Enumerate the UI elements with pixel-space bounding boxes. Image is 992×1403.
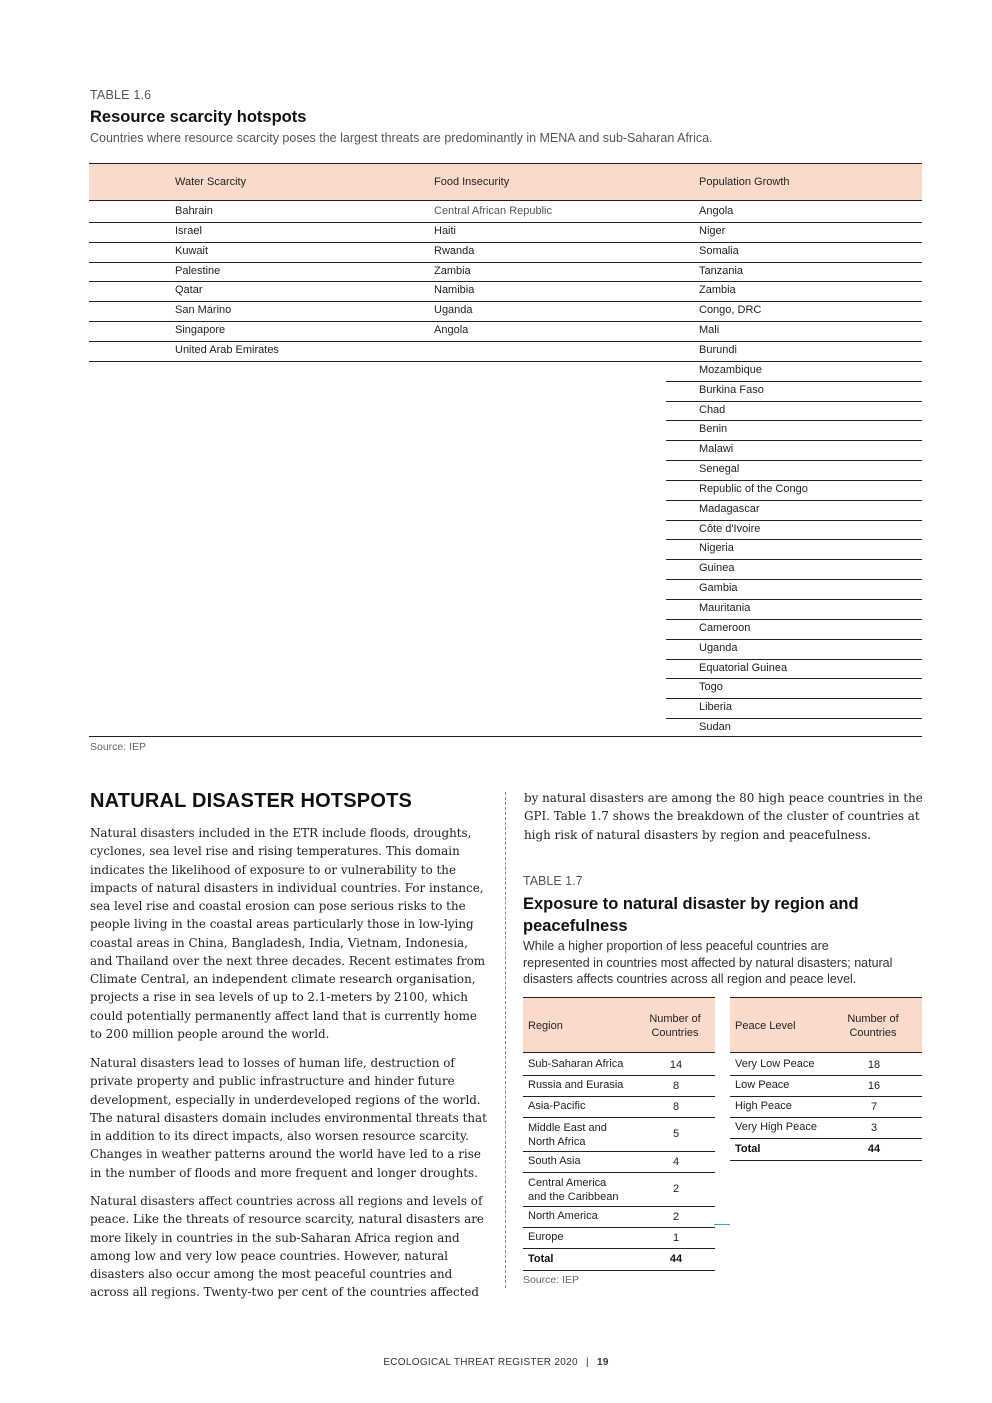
page-number: 19: [596, 1357, 609, 1368]
region-row-name: North America: [528, 1210, 598, 1222]
region-row-count: 2: [672, 1210, 680, 1223]
region-row-count: 14: [669, 1058, 683, 1071]
section-title: NATURAL DISASTER HOTSPOTS: [90, 790, 413, 812]
header-region-count-1: Number of: [649, 1013, 701, 1025]
text-line: peace. Like the threats of resource scarcity, natural disasters are: [90, 1212, 484, 1227]
food-insecurity-cell: Zambia: [434, 264, 471, 277]
population-growth-cell: Burkina Faso: [699, 383, 764, 396]
text-line: peacefulness: [523, 917, 628, 935]
text-line: represented in countries most affected by natural disasters; natural: [523, 955, 893, 970]
text-line: across all regions. Twenty-two per cent of the countries affected: [90, 1285, 480, 1300]
population-growth-cell: Togo: [699, 681, 723, 694]
peace-row-count: 16: [867, 1079, 881, 1092]
peace-row-count: 18: [867, 1058, 881, 1071]
text-line: Natural disasters affect countries across all regions and levels of: [90, 1194, 483, 1208]
population-growth-cell: Burundi: [699, 343, 737, 356]
population-growth-cell: Madagascar: [699, 502, 760, 515]
row-rule: [666, 559, 922, 560]
row-rule: [666, 678, 922, 679]
text-line: disasters also occur among the most peaceful countries and: [90, 1267, 453, 1281]
row-rule: [89, 242, 922, 243]
row-rule: [730, 1138, 922, 1139]
header-peace-count-2: Countries: [849, 1027, 897, 1039]
peace-total-label: Total: [735, 1143, 761, 1155]
table-1-7-title: [523, 893, 859, 937]
header-water-scarcity: Water Scarcity: [175, 176, 247, 188]
header-region: Region: [528, 1020, 563, 1032]
peace-table-header: [730, 997, 922, 1053]
peace-row-name: High Peace: [735, 1100, 792, 1112]
text-line: cyclones, sea level rise and rising temperatures. This domain: [90, 844, 460, 859]
row-rule: [523, 1075, 715, 1076]
population-growth-cell: Zambia: [699, 284, 736, 297]
region-table-header: [523, 997, 715, 1053]
footer-separator: |: [585, 1357, 589, 1368]
water-scarcity-cell: San Marino: [175, 304, 232, 317]
row-rule: [666, 718, 922, 719]
row-rule: [666, 639, 922, 640]
water-scarcity-cell: United Arab Emirates: [175, 343, 279, 356]
table-1-7-label: TABLE 1.7: [523, 874, 583, 888]
text-line: Natural disasters lead to losses of human life, destruction of: [90, 1056, 455, 1070]
water-scarcity-cell: Singapore: [175, 324, 226, 337]
water-scarcity-cell: Bahrain: [175, 205, 213, 217]
population-growth-cell: Chad: [699, 403, 726, 416]
header-peace-level: Peace Level: [735, 1020, 796, 1032]
text-line: The natural disasters domain includes environmental threats that: [90, 1110, 487, 1125]
population-growth-cell: Mauritania: [699, 602, 751, 614]
text-line: GPI. Table 1.7 shows the breakdown of the cluster of countries at: [524, 809, 920, 824]
text-line: Changes in weather patterns around the world have led to a rise: [90, 1147, 481, 1162]
table-1-6-bottom-rule: [89, 736, 922, 737]
population-growth-cell: Equatorial Guinea: [699, 661, 788, 674]
row-rule: [89, 361, 922, 362]
population-growth-cell: Malawi: [699, 443, 734, 456]
row-rule: [666, 539, 922, 540]
row-rule: [89, 281, 922, 282]
row-rule: [523, 1206, 715, 1207]
row-rule: [89, 341, 922, 342]
decorative-mark: [714, 1224, 730, 1225]
row-rule: [523, 1096, 715, 1097]
table-1-6-header-row: [89, 164, 922, 201]
row-rule: [666, 698, 922, 699]
row-rule: [666, 480, 922, 481]
table-1-6-title: Resource scarcity hotspots: [90, 108, 307, 126]
population-growth-cell: Mozambique: [699, 363, 762, 376]
food-insecurity-cell: Central African Republic: [434, 205, 553, 217]
region-row-count: 4: [672, 1155, 680, 1168]
population-growth-cell: Gambia: [699, 582, 738, 595]
row-rule: [666, 520, 922, 521]
footer-title: ECOLOGICAL THREAT REGISTER 2020: [383, 1357, 578, 1368]
row-rule: [666, 619, 922, 620]
population-growth-cell: Congo, DRC: [699, 304, 762, 317]
text-line: among low and very low peace countries. However, natural: [90, 1248, 448, 1263]
population-growth-cell: Côte d'Ivoire: [699, 522, 761, 535]
text-line: more likely in countries in the sub-Saharan Africa region and: [90, 1230, 460, 1245]
text-line: Climate Central, an independent climate research organisation,: [90, 972, 476, 986]
water-scarcity-cell: Qatar: [175, 284, 203, 297]
food-insecurity-cell: Angola: [434, 324, 469, 337]
table-1-7-subtitle: [523, 938, 892, 988]
population-growth-cell: Guinea: [699, 562, 735, 575]
row-rule: [523, 1172, 715, 1173]
population-growth-cell: Mali: [699, 324, 720, 337]
total-rule: [730, 1160, 922, 1161]
food-insecurity-cell: Namibia: [434, 284, 475, 297]
text-line: projects a rise in sea levels of up to 2.1-meters by 2100, which: [90, 990, 468, 1005]
peace-total-value: 44: [867, 1143, 881, 1155]
region-row-name: Europe: [528, 1231, 564, 1243]
peace-row-name: Very Low Peace: [735, 1058, 815, 1070]
text-line: sea level rise and coastal erosion can pose serious risks to the: [90, 899, 466, 913]
water-scarcity-cell: Kuwait: [175, 244, 209, 257]
row-rule: [666, 500, 922, 501]
population-growth-cell: Uganda: [699, 641, 738, 654]
row-rule: [730, 1096, 922, 1097]
row-rule: [666, 579, 922, 580]
paragraph-1: [90, 824, 490, 1043]
text-line: to 200 million people around the world.: [90, 1026, 330, 1041]
population-growth-cell: Liberia: [699, 701, 733, 714]
region-row-name: South Asia: [528, 1155, 581, 1167]
table-1-6-source: Source: IEP: [90, 741, 147, 753]
region-row-count: 8: [672, 1100, 680, 1113]
peace-row-count: 7: [870, 1100, 878, 1113]
region-total-value: 44: [669, 1253, 683, 1265]
peace-row-name: Very High Peace: [735, 1121, 817, 1133]
text-line: coastal areas in China, Bangladesh, India, Vietnam, Indonesia,: [90, 935, 468, 950]
page-footer: [0, 1357, 992, 1368]
row-rule: [730, 1117, 922, 1118]
row-rule: [523, 1151, 715, 1152]
text-line: While a higher proportion of less peaceful countries are: [523, 939, 829, 953]
region-row-name: Central America: [528, 1177, 607, 1189]
population-growth-cell: Somalia: [699, 244, 739, 257]
text-line: high risk of natural disasters by region and peacefulness.: [524, 827, 872, 842]
text-line: and Thailand over the next three decades. Recent estimates from: [90, 953, 486, 968]
peace-row-count: 3: [870, 1121, 878, 1134]
region-row-name: and the Caribbean: [528, 1191, 619, 1203]
region-row-name: Sub-Saharan Africa: [528, 1058, 624, 1070]
column-divider: [505, 792, 506, 1288]
row-rule: [89, 321, 922, 322]
water-scarcity-cell: Israel: [175, 224, 202, 237]
population-growth-cell: Benin: [699, 423, 728, 436]
region-row-count: 1: [672, 1231, 680, 1244]
row-rule: [666, 401, 922, 402]
text-line: indicates the likelihood of exposure to or vulnerability to the: [90, 862, 456, 877]
text-line: impacts of natural disasters in individual countries. For instance,: [90, 880, 484, 895]
food-insecurity-cell: Uganda: [434, 304, 473, 317]
header-peace-count-1: Number of: [847, 1013, 899, 1025]
row-rule: [666, 599, 922, 600]
row-rule: [89, 262, 922, 263]
text-line: in the number of floods and more frequent and longer droughts.: [90, 1165, 478, 1180]
region-row-count: 8: [672, 1079, 680, 1092]
paragraph-2: [90, 1054, 490, 1182]
row-rule: [730, 1075, 922, 1076]
region-row-count: 2: [672, 1183, 680, 1195]
region-row-name: Russia and Eurasia: [528, 1079, 624, 1091]
text-line: Exposure to natural disaster by region and: [523, 895, 859, 913]
header-food-insecurity: Food Insecurity: [434, 176, 510, 188]
row-rule: [523, 1248, 715, 1249]
row-rule: [666, 420, 922, 421]
table-1-7-source: Source: IEP: [523, 1274, 580, 1286]
row-rule: [666, 460, 922, 461]
row-rule: [666, 659, 922, 660]
header-region-count-2: Countries: [651, 1027, 699, 1039]
text-line: in addition to its direct impacts, also worsen resource scarcity.: [90, 1129, 469, 1143]
region-row-name: North Africa: [528, 1136, 586, 1148]
text-line: by natural disasters are among the 80 high peace countries in the: [524, 791, 923, 805]
population-growth-cell: Angola: [699, 205, 734, 217]
row-rule: [89, 222, 922, 223]
row-rule: [666, 381, 922, 382]
text-line: Natural disasters included in the ETR include floods, droughts,: [90, 826, 472, 840]
region-row-name: Asia-Pacific: [528, 1100, 586, 1112]
population-growth-cell: Tanzania: [699, 264, 744, 277]
peace-row-name: Low Peace: [735, 1079, 790, 1091]
population-growth-cell: Niger: [699, 224, 726, 237]
row-rule: [89, 301, 922, 302]
population-growth-cell: Cameroon: [699, 621, 751, 634]
table-1-6-subtitle: Countries where resource scarcity poses the largest threats are predominantly in MENA and sub-Saharan Africa.: [90, 131, 713, 145]
food-insecurity-cell: Haiti: [434, 224, 457, 237]
region-row-name: Middle East and: [528, 1122, 607, 1134]
paragraph-3: [90, 1192, 490, 1302]
text-line: development, especially in underdeveloped regions of the world.: [90, 1092, 481, 1107]
table-1-6-label: TABLE 1.6: [90, 88, 152, 102]
water-scarcity-cell: Palestine: [175, 264, 221, 277]
total-rule: [523, 1270, 715, 1271]
row-rule: [523, 1227, 715, 1228]
row-rule: [523, 1117, 715, 1118]
region-total-label: Total: [528, 1253, 554, 1265]
paragraph-4: [524, 789, 924, 844]
row-rule: [666, 440, 922, 441]
text-line: people living in the coastal areas particularly those in low-lying: [90, 917, 474, 932]
text-line: disasters affects countries across all region and peace level.: [523, 972, 857, 986]
population-growth-cell: Sudan: [699, 721, 731, 734]
header-population-growth: Population Growth: [699, 176, 790, 188]
food-insecurity-cell: Rwanda: [434, 244, 475, 257]
population-growth-cell: Nigeria: [699, 542, 734, 555]
population-growth-cell: Senegal: [699, 463, 740, 476]
population-growth-cell: Republic of the Congo: [699, 482, 808, 495]
text-line: private property and public infrastructure and hinder future: [90, 1074, 455, 1089]
text-line: could potentially permanently affect land that is currently home: [90, 1008, 477, 1023]
region-row-count: 5: [672, 1128, 680, 1140]
